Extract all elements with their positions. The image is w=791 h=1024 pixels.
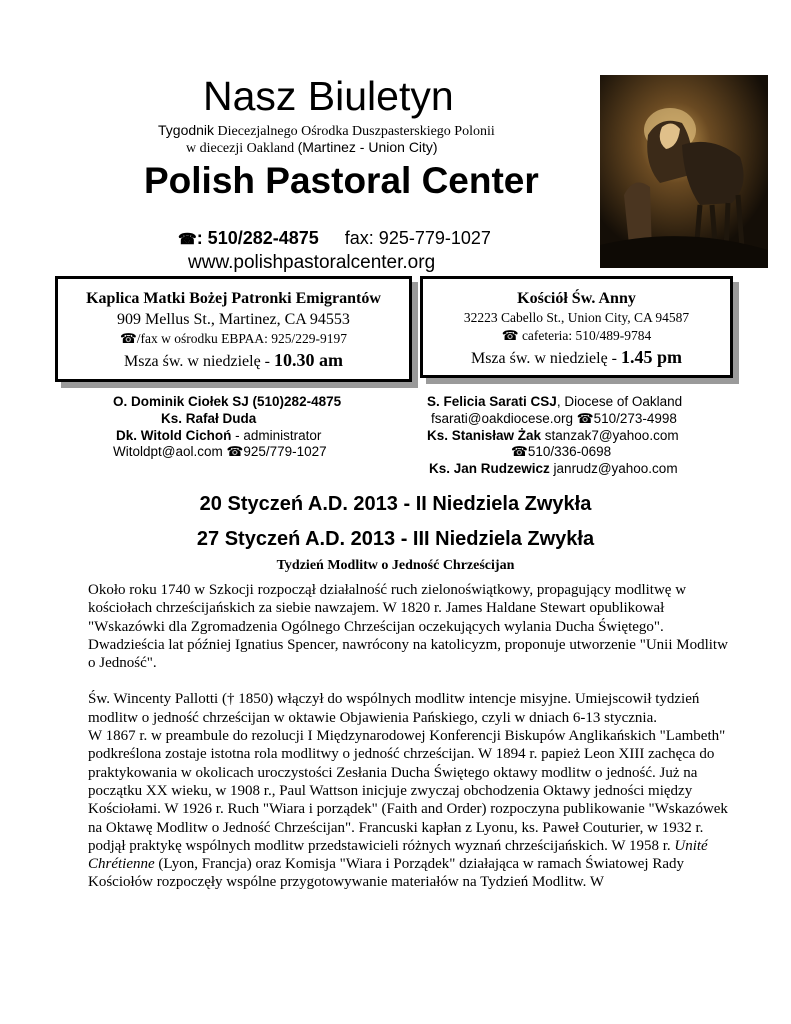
- witold-email[interactable]: Witoldpt@aol.com: [113, 444, 227, 459]
- phone-icon: ☎: [226, 444, 244, 459]
- date-heading-1: 20 Styczeń A.D. 2013 - II Niedziela Zwykła: [199, 493, 592, 515]
- contact-felicia-name: S. Felicia Sarati CSJ: [427, 394, 557, 409]
- church-phone-text: cafeteria: 510/489-9784: [518, 328, 652, 343]
- phone-icon: ☎: [178, 231, 197, 248]
- location-box-union-city: [420, 276, 733, 378]
- phone-icon: ☎: [576, 411, 594, 426]
- subtitle-rest: Diecezjalnego Ośrodka Duszpasterskiego Polonii: [214, 124, 495, 139]
- paragraph-3-end: (Lyon, Francja) oraz Komisja "Wiara i Porządek" działająca w ramach Światowej Rady Kościołów rozpoczęły wspólne przygotowywanie materiałów na Tydzień Modlitw. W: [88, 856, 685, 891]
- contact-rafal: Ks. Rafał Duda: [161, 411, 257, 426]
- jan-email[interactable]: janrudz@yahoo.com: [549, 461, 678, 476]
- painting-image: [600, 75, 768, 268]
- contact-stanislaw-name: Ks. Stanisław Żak: [427, 428, 542, 443]
- phone-icon: ☎: [511, 444, 528, 459]
- chapel-phone-text: /fax w ośrodku EBPAA: 925/229-9197: [136, 331, 348, 346]
- contact-stanislaw: [427, 427, 679, 444]
- chapel-phone: [58, 330, 409, 348]
- bulletin-title: Nasz Biuletyn: [203, 73, 454, 119]
- religious-painting: [600, 75, 768, 268]
- bulletin-subtitle-line2: [186, 139, 438, 157]
- article-paragraph-3: [88, 727, 738, 892]
- contact-felicia: [427, 393, 682, 410]
- stanislaw-phone: 510/336-0698: [527, 444, 612, 459]
- mass-label: Msza św. w niedzielę -: [470, 350, 621, 367]
- felicia-phone: 510/273-4998: [593, 411, 677, 426]
- article-paragraph-2: Św. Wincenty Pallotti († 1850) włączył do wspólnych modlitw intencje misyjne. Umiejscowił tydzień modlitw o jedność chrześcijan w oktawie Objawienia Pańskiego, czyli w dniach 6-13 stycznia.: [88, 691, 700, 726]
- mass-time: 10.30 am: [274, 350, 344, 370]
- fax-number: fax: 925-779-1027: [344, 228, 491, 248]
- phone-fax-line: [178, 227, 491, 251]
- witold-phone: 925/779-1027: [243, 444, 327, 459]
- felicia-email[interactable]: fsarati@oakdiocese.org: [431, 411, 577, 426]
- article-title: Tydzień Modlitw o Jedność Chrześcijan: [276, 558, 515, 573]
- article-body: [88, 581, 738, 892]
- article-paragraph-1: Około roku 1740 w Szkocji rozpoczął działalność ruch zielonoświątkowy, propagujący modlitwę w kościołach chrześcijańskich za siebie nawzajem. W 1820 r. James Haldane Stewart opublikował "Wskazówki dla Zgromadzenia Ogólnego Chrześcijan oczekujących wylania Ducha Świętego". Dwadzieścia lat później Ignatius Spencer, nawrócony na katolicyzm, proponuje utworzenie "Unii Modlitw o Jedność".: [88, 582, 728, 672]
- chapel-name: Kaplica Matki Bożej Patronki Emigrantów: [86, 290, 381, 307]
- contact-felicia-role: , Diocese of Oakland: [556, 394, 683, 409]
- church-name: Kościół Św. Anny: [517, 290, 636, 307]
- church-address: 32223 Cabello St., Union City, CA 94587: [463, 310, 690, 325]
- website-link[interactable]: www.polishpastoralcenter.org: [188, 252, 436, 273]
- region-text: (Martinez - Union City): [297, 139, 438, 155]
- mass-label: Msza św. w niedzielę -: [123, 353, 275, 370]
- paragraph-3-text: W 1867 r. w preambule do rezolucji I Międzynarodowej Konferencji Biskupów Anglikańskich "Lambeth" podkreślona zostaje istotna rola modlitwy o jedność chrześcijan. W 1894 r. papież Leon XIII zachęca do praktykowania w okolicach uroczystości Zesłania Ducha Świętego oktawy modlitw o jedność. Już na początku XX wieku, w 1908 r., Paul Wattson inicjuje zwyczaj obchodzenia Oktawy jedności między Kościołami. W 1926 r. Ruch "Wiara i porządek" (Faith and Order) rozpoczyna publikowanie "Wskazówek na Oktawę Modlitw o Jedność Chrześcijan". Francuski kapłan z Lyonu, ks. Paweł Couturier, w 1932 r. podjął praktykę wspólnych modlitw przedstawicieli różnych wyznań chrześcijańskich. W 1958 r.: [88, 728, 728, 854]
- contact-dominik: O. Dominik Ciołek SJ (510)282-4875: [113, 394, 342, 409]
- contact-witold-name: Dk. Witold Cichoń: [116, 428, 232, 443]
- contact-witold: [116, 427, 321, 444]
- stanislaw-email[interactable]: stanzak7@yahoo.com: [541, 428, 679, 443]
- phone-number: : 510/282-4875: [196, 228, 319, 248]
- mass-time: 1.45 pm: [621, 347, 683, 367]
- center-name: Polish Pastoral Center: [144, 160, 539, 201]
- church-phone: [423, 327, 730, 345]
- contact-witold-role: - administrator: [231, 428, 322, 443]
- phone-icon: ☎: [501, 328, 519, 343]
- date-heading-2: 27 Styczeń A.D. 2013 - III Niedziela Zwykła: [196, 528, 595, 550]
- bulletin-subtitle: [158, 122, 495, 140]
- contact-felicia-email: [431, 410, 677, 427]
- subtitle-lead: Tygodnik: [158, 122, 215, 138]
- contact-jan: [429, 460, 678, 477]
- location-box-martinez: [55, 276, 412, 382]
- chapel-address: 909 Mellus St., Martinez, CA 94553: [117, 311, 350, 328]
- church-mass-time: [423, 345, 730, 371]
- unite-chretienne: Unité Chrétienne: [88, 837, 708, 873]
- contact-witold-email: [113, 443, 327, 460]
- contact-stanislaw-phone: [511, 443, 611, 460]
- contact-jan-name: Ks. Jan Rudzewicz: [429, 461, 550, 476]
- phone-icon: ☎: [119, 331, 137, 346]
- chapel-mass-time: [58, 348, 409, 374]
- diocese-text: w diecezji Oakland: [186, 141, 298, 156]
